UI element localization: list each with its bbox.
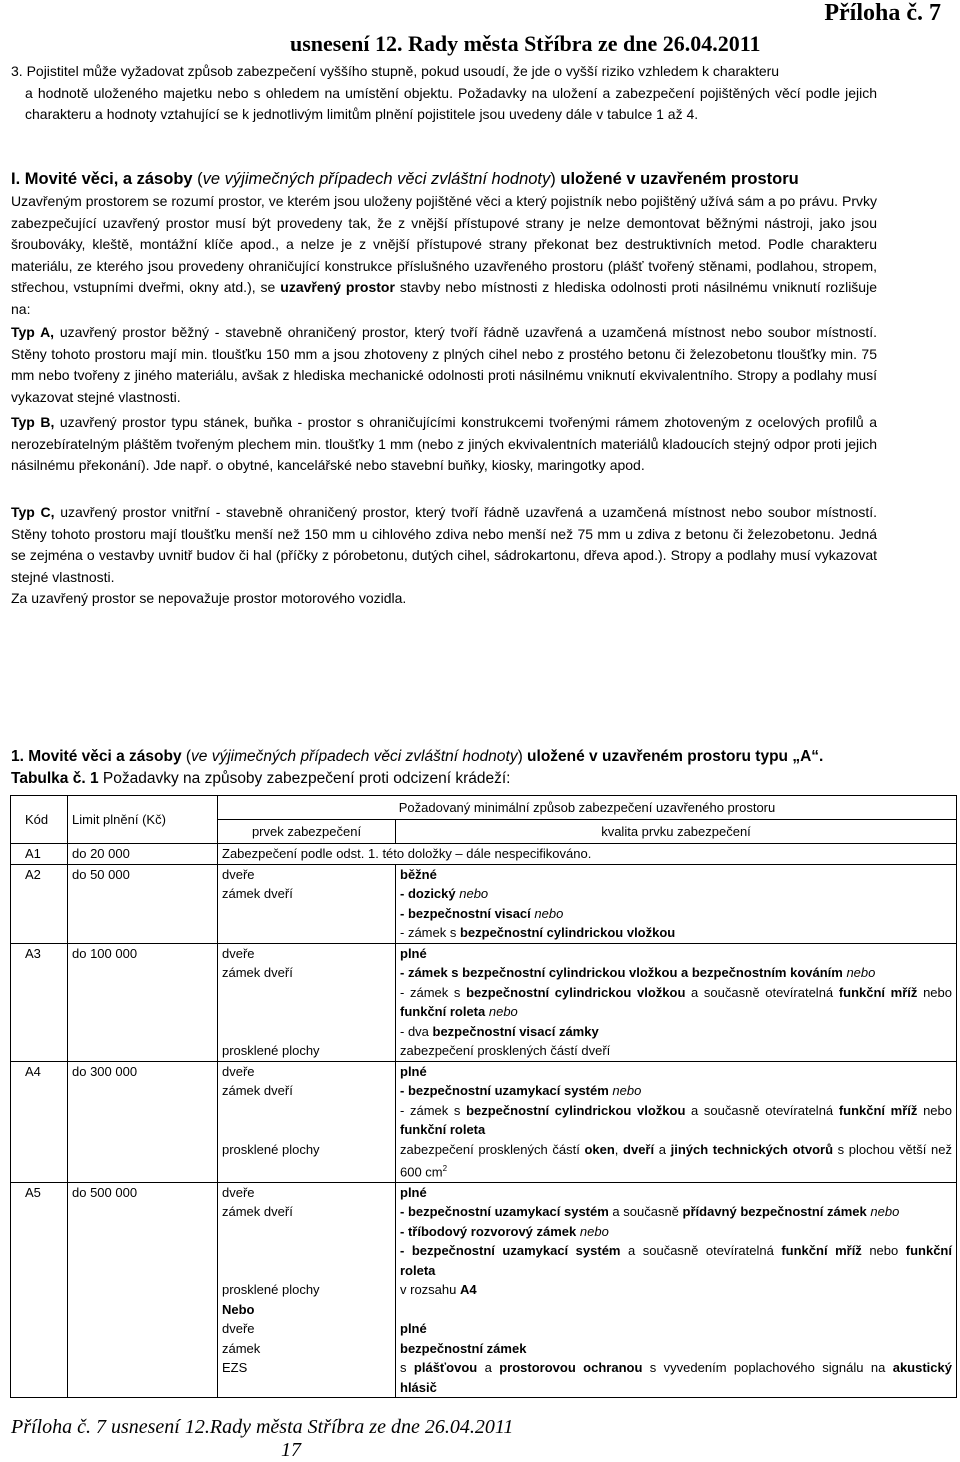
row-a2-limit: do 50 000 [68,864,218,884]
row-a5-door-quality [396,1182,957,1202]
row-a2-lock-quality [396,884,957,943]
section-1-title-bold: 1. Movité věci a zásoby [11,748,182,765]
row-a1-code: A1 [11,844,68,865]
row-a3-lock-opt-2-d: funkční mříž [838,984,918,1000]
paragraph-3-line-2: a hodnotě uloženého majetku nebo s ohledem na umístění objektu. Požadavky na uložení a zabezpečení pojištěných věcí podle jejich charakteru a hodnoty vztahující se k jednotlivým limitům plnění pojistitele jsou uvedeny dále v tabulce 1 až 4. [25,84,877,122]
row-a5-lock-opt-3-c: funkční mříž [781,1243,862,1259]
row-a5-lock-opt-3: - bezpečnostní uzamykací systém [400,1243,621,1259]
row-a3-code: A3 [11,943,68,963]
row-a2-lock-opt-3-bold: bezpečnostní cylindrickou vložkou [459,925,676,940]
row-a2-lock-or-2: nebo [530,905,564,921]
row-a2-limit-cont [68,884,218,943]
row-a4-glass-q-4: dveří [623,1141,655,1157]
type-c-text: uzavřený prostor vnitřní - stavebně ohraničený prostor, který tvoří řádně uzavřená a uzamčená místnost nebo soubor místností. Stěny tohoto prostoru mají tloušťku menší než 150 mm u cihlového zdiva nebo menší než 75 mm u zdiva z betonu či železobetonu. Jedná se zejména o vestavby uvnitř budov či hal (příčky z pórobetonu, dutých cihel, sádrokartonu, dřeva apod.). Stropy a podlahy musí vykazovat stejné vlastnosti. [11,504,877,585]
table-row [11,864,957,884]
row-a4-glass-q-3: , [614,1141,624,1157]
row-a4-lock-opt-2-d: funkční mříž [838,1102,918,1118]
row-a5-lock-or-1: nebo [866,1204,900,1220]
motor-vehicle-note: Za uzavřený prostor se nepovažuje prostor motorového vozidla. [11,590,407,606]
row-a5-lock-opt-1: - bezpečnostní uzamykací systém [400,1204,609,1220]
row-a5-lock-opt-3-b: a současně otevíratelná [620,1243,782,1259]
row-a5-glass-q-2: A4 [459,1282,477,1298]
row-a5-code: A5 [11,1182,68,1202]
row-a3-code-cont [11,963,68,1041]
row-a4-limit-cont-2 [68,1140,218,1183]
security-requirements-table [10,795,957,1398]
type-a-label: Typ A, [11,324,55,340]
table-row [11,1041,957,1061]
row-a4-code-cont [11,1081,68,1140]
type-b-label: Typ B, [11,414,55,430]
row-a4-door-quality-text: plné [400,1063,427,1079]
row-a4-glass-q-1: zabezpečení prosklených částí [400,1141,585,1157]
paragraph-3 [11,61,877,126]
row-a3-lock: zámek dveří [218,963,396,1041]
row-a4-code-cont-2 [11,1140,68,1183]
header-annex: Příloha č. 7 [824,0,941,26]
row-a4-lock-opt-2-b: bezpečnostní cylindrickou vložkou [466,1102,686,1118]
row-a4-lock-opt-2-c: a současně otevíratelná [685,1102,839,1118]
section-i-heading-paren-close: ) [550,170,561,188]
header-limit: Limit plnění (Kč) [68,796,218,844]
row-a5-limit-cont-3 [68,1300,218,1320]
row-a5-ezs-q-3: a [477,1360,500,1376]
row-a5-ezs-q-2: plášťovou [413,1360,478,1376]
table-row [11,1140,957,1183]
row-a3-limit-cont-2 [68,1041,218,1061]
row-a5-code-cont [11,1202,68,1280]
row-a4-lock-opt-1: - bezpečnostní uzamykací systém [400,1083,609,1098]
table-row [11,1319,957,1339]
row-a3-door-quality-text: plné [400,945,427,961]
header-element: prvek zabezpečení [218,820,396,844]
row-a3-lock-opt-1: - zámek s bezpečnostní cylindrickou vložkou a bezpečnostním kováním [400,965,843,980]
row-a5-lock-2: zámek [218,1339,396,1359]
row-a5-limit-cont-6 [68,1358,218,1398]
table-row [11,884,957,943]
section-i-heading-paren: ( [192,170,203,188]
type-c-label: Typ C, [11,504,55,520]
row-a5-code-cont-3 [11,1300,68,1320]
row-a2-lock-opt-1: - dozický [400,886,456,901]
header-quality: kvalita prvku zabezpečení [396,820,957,844]
row-a5-door-2: dveře [218,1319,396,1339]
section-i-body [11,191,877,320]
row-a4-code: A4 [11,1061,68,1081]
row-a2-code-cont [11,884,68,943]
row-a5-limit: do 500 000 [68,1182,218,1202]
row-a3-door-quality [396,943,957,963]
table-1-caption [11,768,891,790]
row-a3-limit-cont [68,963,218,1041]
row-a2-lock: zámek dveří [218,884,396,943]
section-1-title-bold-2: uložené v uzavřeném prostoru typu „A“. [527,748,824,765]
row-a3-lock-quality [396,963,957,1041]
row-a3-lock-opt-2-e: nebo [917,984,952,1000]
row-a5-ezs: EZS [218,1358,396,1398]
table-row [11,1061,957,1081]
row-a4-glass-q-6: jiných technických otvorů [670,1141,834,1157]
table-row [11,1358,957,1398]
type-a-paragraph [11,322,877,408]
table-row [11,1280,957,1300]
section-1-italic: ve výjimečných případech věci zvláštní hodnoty [191,748,518,765]
row-a5-lock-opt-1-c: přídavný bezpečnostní zámek [682,1204,867,1220]
row-a5-glass: prosklené plochy [218,1280,396,1300]
section-i-body-bold: uzavřený prostor [280,279,395,295]
row-a5-lock-2-quality-text: bezpečnostní zámek [400,1340,527,1356]
section-i-body-text: Uzavřeným prostorem se rozumí prostor, ve kterém jsou uloženy pojištěné věci a který pojistník nebo pojištěný užívá sám a po právu. Prvky zabezpečující uzavřený prostor musí být provedeny tak, že z vnější přístupové strany je nelze demontovat běžnými nástroji, jako jsou šroubováky, kleště, montážní klíče apod., a nelze je z vnější přístupové strany překonat bez destruktivních metod. Podle charakteru materiálu, ze kterého jsou provedeny ohraničující konstrukce příslušného uzavřeného prostoru (plášť tvořený stěnami, podlahou, stropem, střechou, vstupními dveřmi, okny atd.), se [11,193,877,295]
row-a5-lock: zámek dveří [218,1202,396,1280]
row-a5-ezs-quality [396,1358,957,1398]
row-a5-glass-quality [396,1280,957,1300]
row-a5-lock-quality [396,1202,957,1280]
section-i-body-end: stavby nebo místnosti z hlediska odolnosti proti násilnému vniknutí rozlišuje na: [11,279,877,317]
page-footer [11,1416,571,1462]
table-header-row [11,796,957,820]
header-required: Požadovaný minimální způsob zabezpečení uzavřeného prostoru [218,796,957,820]
footer-text: Příloha č. 7 usnesení 12.Rady města Stříbra ze dne 26.04.2011 [11,1416,514,1438]
section-i-heading-bold-2: uložené v uzavřeném prostoru [560,170,799,188]
section-i-heading-bold: I. Movité věci, a zásoby [11,170,193,188]
row-a2-code: A2 [11,864,68,884]
row-a3-lock-opt-2: - zámek s [400,984,467,1000]
type-a-text: uzavřený prostor běžný - stavebně ohraničený prostor, který tvoří řádně uzavřená a uzamčená místnost nebo soubor místností. Stěny tohoto prostoru mají min. tloušťku 150 mm a jsou zhotoveny z plných cihel nebo z prostého betonu či železobetonu tloušťky min. 75 mm nebo tvořeny z jiného materiálu, avšak z hlediska mechanické odolnosti proti násilnému vniknutí ekvivalentního. Stropy a podlahy musí vykazovat stejné vlastnosti. [11,324,877,405]
row-a5-door-2-quality-text: plné [400,1321,427,1337]
table-row [11,1202,957,1280]
table-row [11,1339,957,1359]
row-a3-glass: prosklené plochy [218,1041,396,1061]
section-i [11,168,877,320]
table-row [11,1300,957,1320]
row-a5-limit-cont-5 [68,1339,218,1359]
header-code: Kód [11,796,68,844]
section-1-paren: ( [181,748,192,765]
page-number: 17 [281,1439,301,1461]
row-a1-text: Zabezpečení podle odst. 1. této doložky – dále nespecifikováno. [218,844,957,865]
row-a5-lock-opt-3-e: funkční roleta [400,1243,952,1278]
row-a3-lock-opt-2-g: nebo [485,1004,518,1019]
row-a5-ezs-q-6: akustický hlásič [400,1360,952,1395]
row-a3-door: dveře [218,943,396,963]
row-a5-lock-2-quality [396,1339,957,1359]
row-a4-lock-opt-2: - zámek s [400,1102,467,1118]
row-a4-limit-cont [68,1081,218,1140]
row-a4-door: dveře [218,1061,396,1081]
row-a3-glass-quality: zabezpečení prosklených částí dveří [396,1041,957,1061]
row-a1-limit: do 20 000 [68,844,218,865]
row-a4-glass-q-5: a [654,1141,671,1157]
paragraph-3-line-1: 3. Pojistitel může vyžadovat způsob zabezpečení vyššího stupně, pokud usoudí, že jde o vyšší riziko vzhledem k charakteru [11,63,780,79]
row-a5-limit-cont-4 [68,1319,218,1339]
section-1-paren-close: ) [517,748,528,765]
row-a3-lock-opt-2-b: bezpečnostní cylindrickou vložkou [466,984,686,1000]
header-resolution: usnesení 12. Rady města Stříbra ze dne 26.04.2011 [290,31,761,56]
row-a5-code-cont-6 [11,1358,68,1398]
row-a5-code-cont-4 [11,1319,68,1339]
row-a4-lock-quality [396,1081,957,1140]
row-a5-door-quality-text: plné [400,1184,427,1200]
row-a5-code-cont-2 [11,1280,68,1300]
row-a5-lock-or-2: nebo [576,1223,609,1239]
row-a5-lock-opt-1-b: a současně [608,1204,683,1220]
row-a5-ezs-q-5: s vyvedením poplachového signálu na [642,1360,893,1376]
row-a2-door-quality [396,864,957,884]
row-a3-lock-or-1: nebo [842,965,876,980]
type-b-text: uzavřený prostor typu stánek, buňka - prostor s ohraničujícími konstrukcemi tvořenými rámem zhotoveným z ocelových profilů a nerozebíratelným pláštěm tvořeným plechem min. tloušťky 1 mm (nebo z jiných ekvivalentních materiálů kladoucích stejný odpor proti jejich násilnému překonání). Jde např. o obytné, kancelářské nebo stavební buňky, kiosky, maringotky apod. [11,414,877,473]
table-1-label: Tabulka č. 1 [11,770,99,787]
section-1-title [11,746,891,768]
type-c-paragraph [11,502,877,588]
row-a5-code-cont-5 [11,1339,68,1359]
row-a4-glass-q-sup: 2 [442,1164,448,1173]
row-a2-door: dveře [218,864,396,884]
row-a3-lock-opt-3: - dva [400,1023,433,1039]
row-a5-limit-cont-2 [68,1280,218,1300]
row-a5-lock-opt-3-d: nebo [861,1243,906,1259]
section-i-heading-italic: ve výjimečných případech věci zvláštní hodnoty [202,170,551,188]
row-a5-lock-opt-2: - tříbodový rozvorový zámek [400,1223,577,1239]
row-a5-ezs-q-4: prostorovou ochranou [499,1360,643,1376]
table-row [11,963,957,1041]
row-a4-lock: zámek dveří [218,1081,396,1140]
row-a5-limit-cont [68,1202,218,1280]
row-a4-glass-q-7: s plochou větší než 600 cm [400,1141,952,1180]
row-a2-lock-opt-2: - bezpečnostní visací [400,905,531,921]
row-a2-door-quality-text: běžné [400,866,437,882]
row-a4-lock-opt-2-e: nebo [917,1102,952,1118]
type-b-paragraph [11,412,877,477]
row-a2-lock-or-1: nebo [455,886,489,901]
row-a4-lock-opt-2-f: funkční roleta [400,1122,486,1137]
row-a5-ezs-q-1: s [400,1360,414,1376]
row-a3-limit: do 100 000 [68,943,218,963]
row-a4-lock-or-1: nebo [608,1083,642,1098]
table-1-caption-text: Požadavky na způsoby zabezpečení proti odcizení krádeží: [98,770,511,787]
table-row [11,1081,957,1140]
row-a3-code-cont-2 [11,1041,68,1061]
row-a4-limit: do 300 000 [68,1061,218,1081]
table-row [11,1182,957,1202]
row-a4-glass-quality [396,1140,957,1183]
row-a4-door-quality [396,1061,957,1081]
row-a5-or-blank [396,1300,957,1320]
row-a5-door-2-quality [396,1319,957,1339]
row-a3-lock-opt-2-f: funkční roleta [400,1004,486,1019]
row-a5-or [218,1300,396,1320]
row-a5-door: dveře [218,1182,396,1202]
row-a4-glass: prosklené plochy [218,1140,396,1183]
table-row [11,943,957,963]
section-i-heading [11,168,877,191]
section-1-heading [11,746,891,790]
row-a3-lock-opt-3-b: bezpečnostní visací zámky [432,1023,599,1039]
row-a3-lock-opt-2-c: a současně otevíratelná [685,984,839,1000]
row-a4-glass-q-2: oken [584,1141,615,1157]
table-row [11,844,957,865]
row-a5-or-text: Nebo [222,1301,255,1317]
row-a5-glass-q-1: v rozsahu [400,1282,460,1298]
row-a2-lock-opt-3: - zámek s [400,925,460,940]
